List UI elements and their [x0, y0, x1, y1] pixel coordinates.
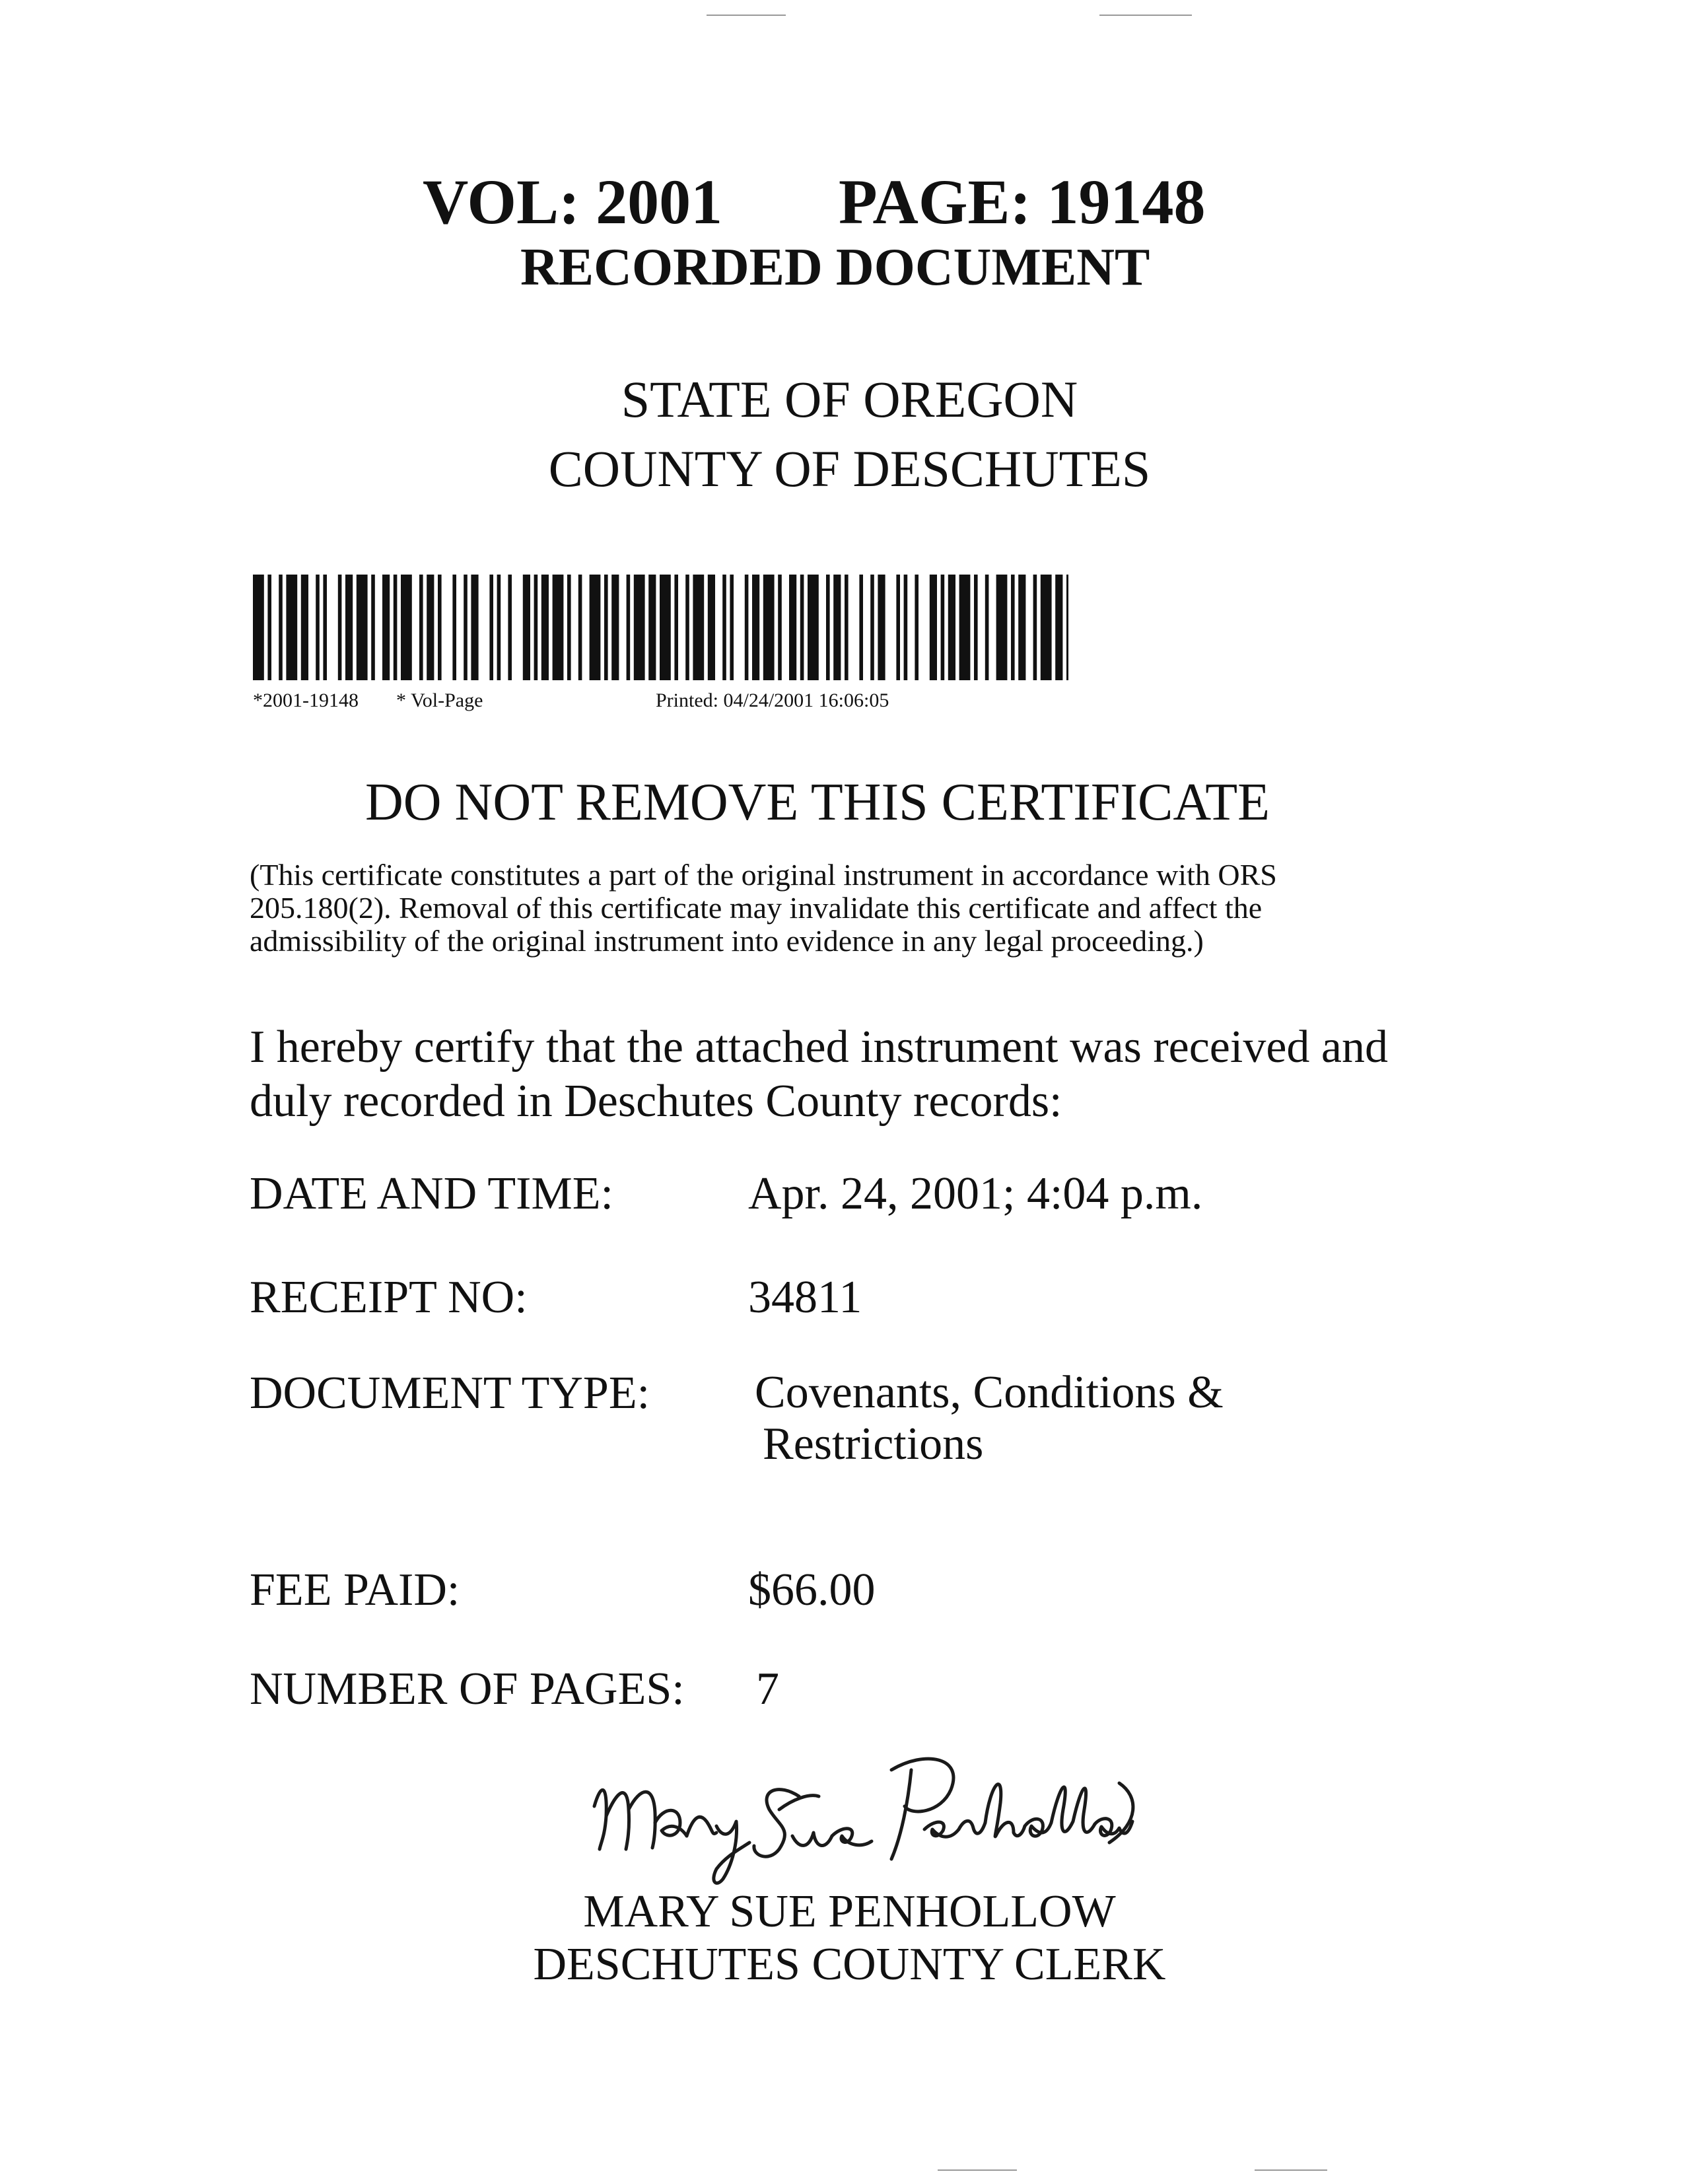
barcode-id-label: *2001-19148	[253, 689, 359, 711]
barcode-bar	[541, 575, 549, 680]
barcode-bar	[833, 575, 841, 680]
barcode-bar	[996, 575, 1008, 680]
barcode-bar	[604, 575, 608, 680]
barcode-bar	[371, 575, 375, 680]
do-not-remove-heading: DO NOT REMOVE THIS CERTIFICATE	[365, 773, 1270, 831]
barcode-bar	[693, 575, 704, 680]
barcode-bar	[567, 575, 571, 680]
receipt-number-value: 34811	[748, 1272, 862, 1323]
document-type-line-2: Restrictions	[763, 1419, 984, 1469]
barcode-bar	[471, 575, 478, 680]
barcode-bar	[985, 575, 989, 680]
barcode-bar	[878, 575, 885, 680]
fee-paid-value: $66.00	[748, 1565, 876, 1615]
date-time-value: Apr. 24, 2001; 4:04 p.m.	[748, 1168, 1203, 1219]
barcode-bar	[394, 575, 398, 680]
clerk-title: DESCHUTES COUNTY CLERK	[533, 1939, 1166, 1990]
barcode-bar	[316, 575, 320, 680]
scan-mark	[1099, 15, 1192, 16]
barcode-bar	[345, 575, 353, 680]
barcode-bar	[534, 575, 538, 680]
barcode-bar	[464, 575, 468, 680]
barcode-bar	[826, 575, 830, 680]
barcode-bar	[904, 575, 908, 680]
document-type-label: DOCUMENT TYPE:	[250, 1368, 650, 1419]
barcode-bar	[896, 575, 900, 680]
barcode-bar	[800, 575, 804, 680]
barcode-bar	[745, 575, 749, 680]
barcode-bar	[523, 575, 530, 680]
county-name: COUNTY OF DESCHUTES	[548, 440, 1151, 497]
barcode-bar	[301, 575, 308, 680]
barcode-bar	[674, 575, 678, 680]
barcode-bar	[489, 575, 493, 680]
barcode-bar	[401, 575, 412, 680]
barcode-bar	[915, 575, 919, 680]
barcode-bar	[778, 575, 782, 680]
receipt-number-label: RECEIPT NO:	[250, 1272, 528, 1323]
barcode-bar	[253, 575, 264, 680]
volume-number: VOL: 2001	[423, 166, 723, 237]
barcode-bar	[941, 575, 945, 680]
barcode-bar	[279, 575, 283, 680]
state-name: STATE OF OREGON	[621, 370, 1078, 428]
barcode-bar	[553, 575, 564, 680]
barcode-bar	[722, 575, 726, 680]
fee-paid-label: FEE PAID:	[250, 1565, 460, 1615]
barcode-bar	[660, 575, 671, 680]
barcode-bar	[508, 575, 512, 680]
barcode-printed-timestamp: Printed: 04/24/2001 16:06:05	[656, 689, 889, 711]
barcode-bar	[959, 575, 971, 680]
barcode-bar	[752, 575, 759, 680]
barcode-bar	[845, 575, 849, 680]
barcode-bar	[323, 575, 327, 680]
barcode-bar	[634, 575, 645, 680]
barcode-bar	[427, 575, 434, 680]
barcode-bar	[1011, 575, 1015, 680]
barcode-bar	[419, 575, 423, 680]
barcode-bar	[627, 575, 631, 680]
barcode-bar	[1033, 575, 1037, 680]
number-of-pages-label: NUMBER OF PAGES:	[250, 1664, 685, 1714]
barcode-bar	[708, 575, 715, 680]
barcode-bar	[789, 575, 796, 680]
scan-mark	[1255, 2169, 1327, 2171]
barcode-bar	[808, 575, 819, 680]
barcode-bar	[338, 575, 342, 680]
date-time-label: DATE AND TIME:	[250, 1168, 613, 1219]
barcode-bar	[590, 575, 601, 680]
barcode-bar	[286, 575, 297, 680]
number-of-pages-value: 7	[756, 1664, 779, 1714]
barcode-bar	[1066, 575, 1068, 680]
scan-mark	[938, 2169, 1017, 2171]
barcode-bar	[859, 575, 863, 680]
barcode-bar	[1041, 575, 1052, 680]
barcode-bar	[648, 575, 656, 680]
barcode-bar	[930, 575, 937, 680]
recorded-document-heading: RECORDED DOCUMENT	[520, 238, 1150, 297]
clerk-signature	[581, 1744, 1142, 1889]
barcode-bar	[870, 575, 874, 680]
barcode-bar	[382, 575, 390, 680]
barcode-bar	[948, 575, 955, 680]
barcode-bar	[497, 575, 501, 680]
barcode-vol-page-label: * Vol-Page	[396, 689, 483, 711]
page-number: PAGE: 19148	[839, 166, 1206, 237]
document-type-line-1: Covenants, Conditions &	[755, 1367, 1224, 1418]
barcode-bar	[357, 575, 368, 680]
barcode-bar	[1018, 575, 1025, 680]
barcode-bar	[763, 575, 775, 680]
certification-statement: I hereby certify that the attached instrument was received and duly recorded in Deschutes County records:	[250, 1022, 1388, 1127]
barcode-bar	[1055, 575, 1062, 680]
barcode-bar	[267, 575, 271, 680]
barcode-image	[253, 575, 1068, 680]
document-type-value	[755, 1367, 1224, 1470]
barcode-bar	[611, 575, 619, 680]
barcode-bar	[685, 575, 689, 680]
scan-mark	[707, 15, 786, 16]
clerk-name: MARY SUE PENHOLLOW	[583, 1886, 1116, 1937]
barcode-bar	[438, 575, 442, 680]
barcode-bar	[578, 575, 582, 680]
barcode-bar	[730, 575, 734, 680]
barcode-bar	[974, 575, 978, 680]
certificate-note: (This certificate constitutes a part of the original instrument in accordance with ORS 205.180(2). Removal of this certificate may invalidate this certificate and affect the admissibility of the original instrument into evidence in any legal proceeding.)	[250, 858, 1277, 958]
barcode-bar	[452, 575, 456, 680]
